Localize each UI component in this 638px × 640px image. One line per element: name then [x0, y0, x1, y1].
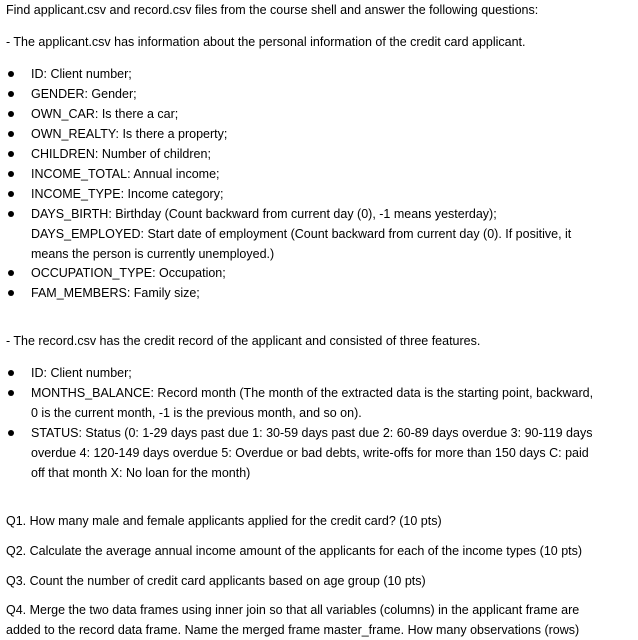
question-item: [6, 600, 579, 640]
intro-text: Find applicant.csv and record.csv files from the course shell and answer the following questions:: [6, 3, 539, 17]
bullet-dot-icon: [8, 71, 14, 77]
applicant-field-item-line: INCOME_TYPE: Income category;: [31, 187, 224, 201]
record-field-item-line: off that month X: No loan for the month): [31, 466, 251, 480]
applicant-field-item-text: [31, 84, 632, 104]
bullet-dot-icon: [8, 151, 14, 157]
applicant-field-item-line: DAYS_BIRTH: Birthday (Count backward from current day (0), -1 means yesterday);: [31, 207, 497, 221]
bullet-dot-icon: [8, 430, 14, 436]
applicant-field-item-text: [31, 144, 632, 164]
question-line: Q3. Count the number of credit card applicants based on age group (10 pts): [6, 574, 426, 588]
applicant-field-item-line: OCCUPATION_TYPE: Occupation;: [31, 266, 226, 280]
applicant-field-item-text: [31, 64, 632, 84]
applicant-field-item-line: ID: Client number;: [31, 67, 132, 81]
bullet-dot-icon: [8, 91, 14, 97]
applicant-heading: - The applicant.csv has information about the personal information of the credit card applicant.: [6, 35, 526, 49]
bullet-dot-icon: [8, 270, 14, 276]
record-field-item-text: [31, 363, 632, 383]
applicant-field-item-line: means the person is currently unemployed.): [31, 247, 275, 261]
question-item: [6, 571, 426, 591]
bullet-dot-icon: [8, 111, 14, 117]
record-field-item-text: [31, 423, 632, 483]
applicant-field-item-text: [31, 124, 632, 144]
record-heading: - The record.csv has the credit record of the applicant and consisted of three features.: [6, 334, 481, 348]
question-line: added to the record data frame. Name the merged frame master_frame. How many observations (rows): [6, 623, 580, 637]
bullet-dot-icon: [8, 191, 14, 197]
applicant-field-item-line: CHILDREN: Number of children;: [31, 147, 211, 161]
applicant-field-item-text: [31, 263, 632, 283]
question-line: Q2. Calculate the average annual income amount of the applicants for each of the income types (10 pts): [6, 544, 583, 558]
applicant-field-item-text: [31, 204, 632, 264]
bullet-dot-icon: [8, 211, 14, 217]
applicant-field-item-line: INCOME_TOTAL: Annual income;: [31, 167, 220, 181]
applicant-field-item-text: [31, 184, 632, 204]
applicant-field-item-text: [31, 104, 632, 124]
record-field-item-line: ID: Client number;: [31, 366, 132, 380]
question-item: [6, 511, 442, 531]
applicant-field-item-line: GENDER: Gender;: [31, 87, 137, 101]
bullet-dot-icon: [8, 390, 14, 396]
record-field-item-text: [31, 383, 632, 423]
record-field-item-line: overdue 4: 120-149 days overdue 5: Overdue or bad debts, write-offs for more than 150 days C: paid: [31, 446, 589, 460]
applicant-field-item-line: OWN_REALTY: Is there a property;: [31, 127, 228, 141]
question-item: [6, 541, 582, 561]
bullet-dot-icon: [8, 370, 14, 376]
applicant-field-item-text: [31, 164, 632, 184]
record-field-item-line: 0 is the current month, -1 is the previous month, and so on).: [31, 406, 362, 420]
applicant-field-item-text: [31, 283, 632, 303]
applicant-field-item-line: DAYS_EMPLOYED: Start date of employment (Count backward from current day (0). If positive, it: [31, 227, 572, 241]
bullet-dot-icon: [8, 131, 14, 137]
applicant-field-item-line: OWN_CAR: Is there a car;: [31, 107, 179, 121]
question-line: Q4. Merge the two data frames using inner join so that all variables (columns) in the applicant frame are: [6, 603, 580, 617]
question-line: Q1. How many male and female applicants applied for the credit card? (10 pts): [6, 514, 442, 528]
bullet-dot-icon: [8, 171, 14, 177]
applicant-field-item-line: FAM_MEMBERS: Family size;: [31, 286, 200, 300]
record-field-item-line: MONTHS_BALANCE: Record month (The month of the extracted data is the starting point, backward,: [31, 386, 594, 400]
bullet-dot-icon: [8, 290, 14, 296]
record-field-item-line: STATUS: Status (0: 1-29 days past due 1: 30-59 days past due 2: 60-89 days overdue 3: 90-119 days: [31, 426, 593, 440]
